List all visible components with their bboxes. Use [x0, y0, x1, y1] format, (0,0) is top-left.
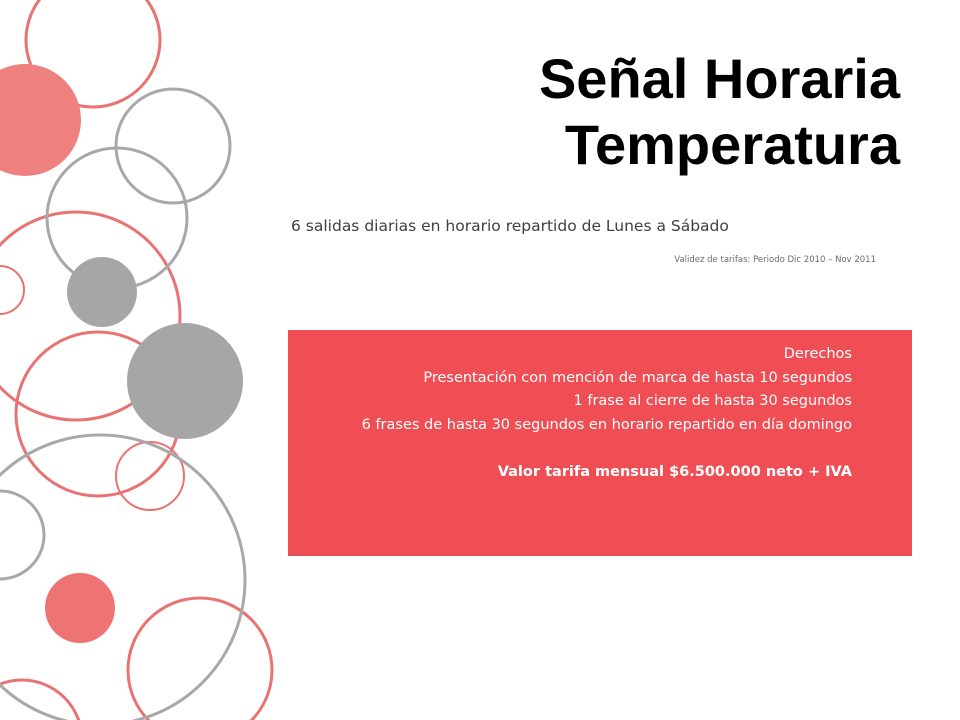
rate-heading: Derechos	[783, 346, 852, 362]
slide-title	[539, 46, 900, 178]
decor-circle-outline-red	[0, 266, 24, 314]
decor-circle-filled-gray	[127, 323, 243, 439]
decor-circle-outline-gray	[0, 491, 44, 579]
tariff-validity-note: Validez de tarifas: Periodo Dic 2010 – Nov 2011	[674, 255, 876, 265]
rate-price: Valor tarifa mensual $6.500.000 neto + IVA	[497, 463, 852, 480]
slide-title-line-2: Temperatura	[564, 113, 900, 176]
decor-circle-outline-gray	[0, 435, 245, 720]
rate-box-content	[328, 343, 852, 484]
decor-circle-outline-gray	[116, 89, 230, 203]
decor-circle-filled-red	[45, 573, 115, 643]
decor-circle-filled-red	[0, 64, 81, 176]
rate-box	[288, 330, 912, 556]
rate-item: Presentación con mención de marca de hasta 10 segundos	[423, 369, 852, 386]
decor-circle-filled-gray	[67, 257, 137, 327]
slide-title-line-1: Señal Horaria	[538, 47, 900, 110]
slide-subtitle: 6 salidas diarias en horario repartido de Lunes a Sábado	[291, 217, 729, 235]
decor-circle-outline-red	[128, 598, 272, 720]
rate-item: 6 frases de hasta 30 segundos en horario repartido en día domingo	[361, 416, 852, 433]
rate-item: 1 frase al cierre de hasta 30 segundos	[573, 393, 852, 409]
rate-spacer	[328, 437, 852, 461]
